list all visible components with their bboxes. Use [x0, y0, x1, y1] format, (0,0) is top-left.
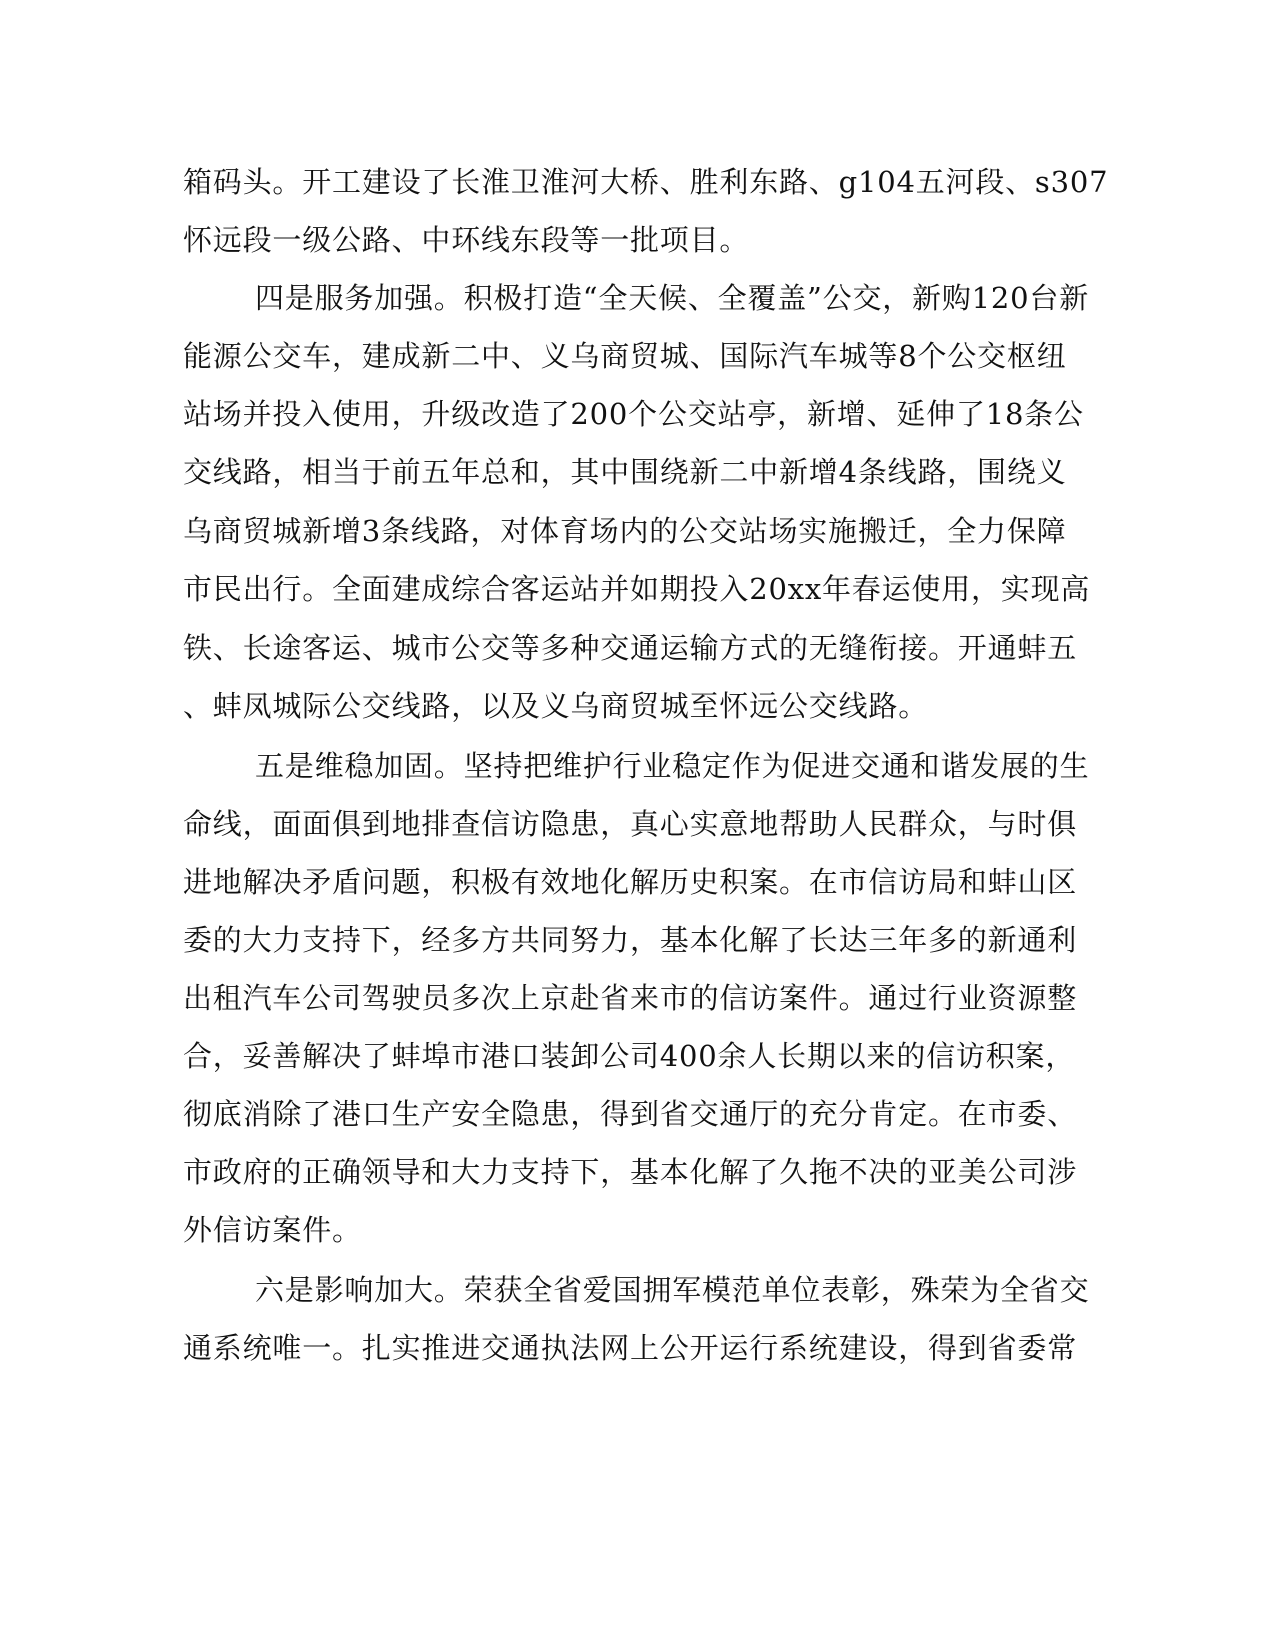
text-line: 能源公交车，建成新二中、义乌商贸城、国际汽车城等8个公交枢纽	[183, 339, 1067, 373]
text-line: 委的大力支持下，经多方共同努力，基本化解了长达三年多的新通利	[183, 923, 1078, 957]
text-line: 站场并投入使用，升级改造了200个公交站亭，新增、延伸了18条公	[183, 397, 1084, 431]
paragraph-start-line: 六是影响加大。荣获全省爱国拥军模范单位表彰，殊荣为全省交	[255, 1273, 1090, 1307]
text-line: 通系统唯一。扎实推进交通执法网上公开运行系统建设，得到省委常	[183, 1331, 1078, 1365]
text-line: 进地解决矛盾问题，积极有效地化解历史积案。在市信访局和蚌山区	[183, 865, 1078, 899]
text-line: 箱码头。开工建设了长淮卫淮河大桥、胜利东路、g104五河段、s307	[183, 165, 1109, 199]
text-line: 命线，面面俱到地排查信访隐患，真心实意地帮助人民群众，与时俱	[183, 807, 1078, 841]
text-line: 铁、长途客运、城市公交等多种交通运输方式的无缝衔接。开通蚌五	[183, 631, 1078, 665]
text-line: 乌商贸城新增3条线路，对体育场内的公交站场实施搬迁，全力保障	[183, 514, 1067, 548]
text-line: 彻底消除了港口生产安全隐患，得到省交通厅的充分肯定。在市委、	[183, 1097, 1078, 1131]
text-line: 、蚌凤城际公交线路，以及义乌商贸城至怀远公交线路。	[183, 689, 929, 723]
text-line: 出租汽车公司驾驶员多次上京赴省来市的信访案件。通过行业资源整	[183, 981, 1078, 1015]
text-line: 交线路，相当于前五年总和，其中围绕新二中新增4条线路，围绕义	[183, 455, 1067, 489]
text-line: 合，妥善解决了蚌埠市港口装卸公司400余人长期以来的信访积案，	[183, 1039, 1076, 1073]
text-line: 外信访案件。	[183, 1213, 362, 1247]
text-line: 怀远段一级公路、中环线东段等一批项目。	[183, 223, 750, 257]
paragraph-start-line: 五是维稳加固。坚持把维护行业稳定作为促进交通和谐发展的生	[255, 749, 1090, 783]
text-line: 市政府的正确领导和大力支持下，基本化解了久拖不决的亚美公司涉	[183, 1155, 1078, 1189]
text-line: 市民出行。全面建成综合客运站并如期投入20xx年春运使用，实现高	[183, 572, 1091, 606]
paragraph-start-line: 四是服务加强。积极打造“全天候、全覆盖”公交，新购120台新	[255, 281, 1090, 315]
